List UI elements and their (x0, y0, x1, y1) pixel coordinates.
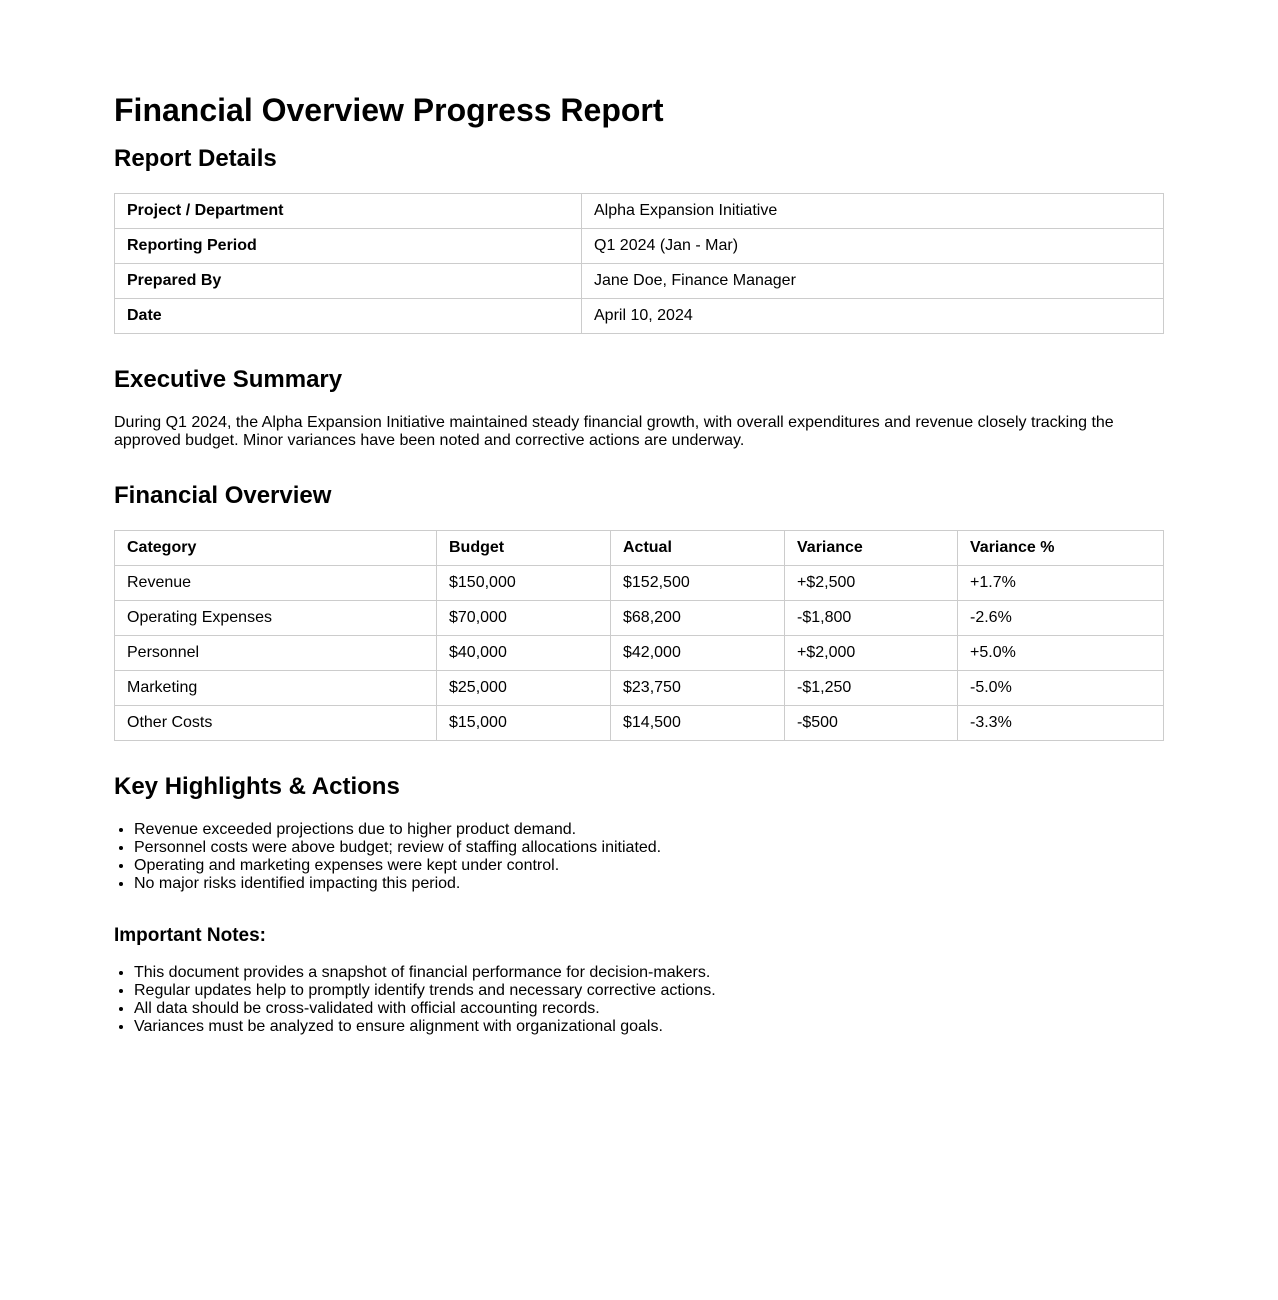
column-header: Variance % (958, 531, 1164, 566)
table-cell: Revenue (115, 566, 437, 601)
list-item: • Revenue exceeded projections due to higher product demand. (134, 821, 1164, 839)
table-cell: +1.7% (958, 566, 1164, 601)
list-item: • All data should be cross-validated with official accounting records. (134, 1000, 1164, 1018)
detail-value: April 10, 2024 (582, 299, 1164, 334)
table-cell: +$2,500 (785, 566, 958, 601)
table-row (115, 601, 1164, 636)
table-cell: $23,750 (611, 671, 785, 706)
list-item: • Variances must be analyzed to ensure alignment with organizational goals. (134, 1018, 1164, 1036)
table-cell: $150,000 (437, 566, 611, 601)
table-cell: Operating Expenses (115, 601, 437, 636)
table-cell: -$1,250 (785, 671, 958, 706)
highlights-heading: Key Highlights & Actions (114, 773, 400, 800)
list-item: • No major risks identified impacting this period. (134, 875, 1164, 893)
list-item: • Regular updates help to promptly identify trends and necessary corrective actions. (134, 982, 1164, 1000)
table-cell: Marketing (115, 671, 437, 706)
table-row (115, 566, 1164, 601)
column-header: Variance (785, 531, 958, 566)
list-item: • Personnel costs were above budget; review of staffing allocations initiated. (134, 839, 1164, 857)
table-cell: $152,500 (611, 566, 785, 601)
table-cell: Personnel (115, 636, 437, 671)
list-item: • This document provides a snapshot of financial performance for decision-makers. (134, 964, 1164, 982)
table-cell: Other Costs (115, 706, 437, 741)
table-cell: -3.3% (958, 706, 1164, 741)
detail-label: Reporting Period (115, 229, 582, 264)
table-cell: $14,500 (611, 706, 785, 741)
table-row (115, 229, 1164, 264)
detail-value: Alpha Expansion Initiative (582, 194, 1164, 229)
report-details-heading: Report Details (114, 145, 277, 172)
table-cell: -5.0% (958, 671, 1164, 706)
executive-summary-text: During Q1 2024, the Alpha Expansion Initiative maintained steady financial growth, with overall expenditures and revenue closely tracking the approved budget. Minor variances have been noted and corrective actions are underway. (114, 414, 1114, 449)
page-title: Financial Overview Progress Report (114, 92, 664, 128)
notes-heading: Important Notes: (114, 925, 266, 946)
table-cell: $42,000 (611, 636, 785, 671)
table-cell: $70,000 (437, 601, 611, 636)
detail-value: Q1 2024 (Jan - Mar) (582, 229, 1164, 264)
list-item: • Operating and marketing expenses were kept under control. (134, 857, 1164, 875)
detail-label: Date (115, 299, 582, 334)
table-row (115, 706, 1164, 741)
table-cell: +$2,000 (785, 636, 958, 671)
table-cell: $68,200 (611, 601, 785, 636)
notes-list (114, 964, 1164, 1036)
table-row (115, 636, 1164, 671)
table-cell: +5.0% (958, 636, 1164, 671)
financial-overview-heading: Financial Overview (114, 482, 332, 509)
column-header: Actual (611, 531, 785, 566)
table-row (115, 299, 1164, 334)
table-row (115, 671, 1164, 706)
table-row (115, 264, 1164, 299)
table-row (115, 194, 1164, 229)
table-cell: $40,000 (437, 636, 611, 671)
table-cell: $25,000 (437, 671, 611, 706)
report-details-table (114, 193, 1164, 334)
column-header: Budget (437, 531, 611, 566)
column-header: Category (115, 531, 437, 566)
table-header-row (115, 531, 1164, 566)
executive-summary-heading: Executive Summary (114, 366, 343, 393)
detail-label: Prepared By (115, 264, 582, 299)
table-cell: -2.6% (958, 601, 1164, 636)
highlights-list (114, 821, 1164, 893)
table-cell: $15,000 (437, 706, 611, 741)
detail-label: Project / Department (115, 194, 582, 229)
detail-value: Jane Doe, Finance Manager (582, 264, 1164, 299)
table-cell: -$1,800 (785, 601, 958, 636)
financial-overview-table (114, 530, 1164, 741)
table-cell: -$500 (785, 706, 958, 741)
